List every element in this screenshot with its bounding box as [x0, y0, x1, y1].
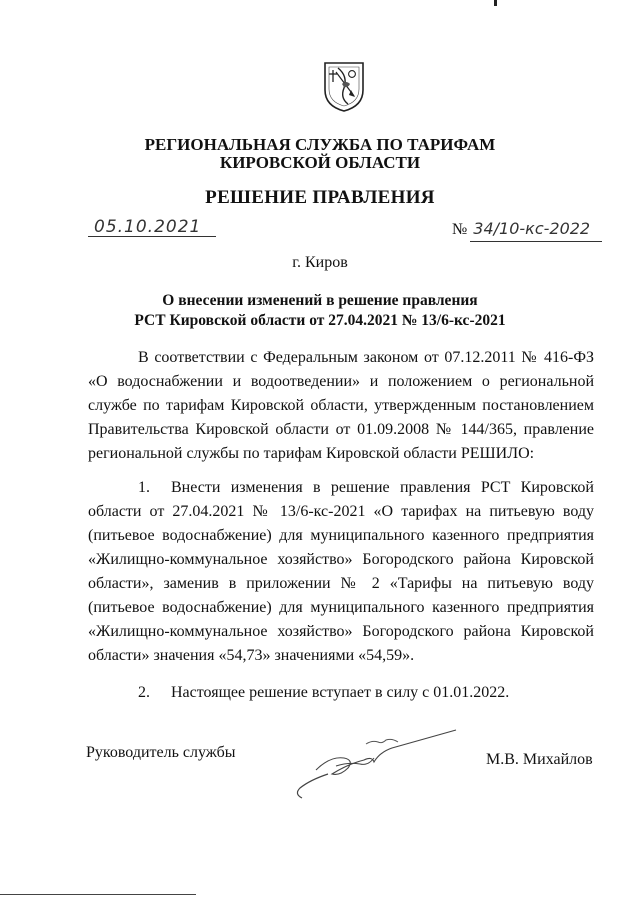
item-text: Внести изменения в решение правления РСТ Кировской области от 27.04.2021 № 13/6-кс-2021 «О тарифах на питьевую воду (питьевое водоснабжение) для муниципального казенного предприятия «Жилищно-коммунальное хозяйство» Богородского района Кировской области», заменив в приложении № 2 «Тарифы на питьевую воду (питьевое водоснабжение) для муниципального казенного предприятия «Жилищно-коммунальное хозяйство» Богородского района Кировской области» значения «54,73» значениями «54,59».	[88, 479, 594, 664]
decision-item	[88, 476, 594, 668]
organization-name-line2: КИРОВСКОЙ ОБЛАСТИ	[219, 153, 421, 172]
document-type-title: РЕШЕНИЕ ПРАВЛЕНИЯ	[205, 187, 435, 208]
decision-item	[88, 681, 594, 705]
number-underline	[470, 241, 602, 242]
organization-name-line1: РЕГИОНАЛЬНАЯ СЛУЖБА ПО ТАРИФАМ	[144, 135, 496, 154]
preamble-paragraph: В соответствии с Федеральным законом от 07.12.2011 № 416-ФЗ «О водоснабжении и водоотведении» и положением о региональной службе по тарифам Кировской области, утвержденным постановлением Правительства Кировской области от 01.09.2008 № 144/365, правление региональной службы по тарифам Кировской области РЕШИЛО:	[88, 349, 594, 462]
kirov-coat-of-arms-icon	[322, 60, 366, 114]
decision-number-field	[452, 219, 590, 239]
decision-number: 34/10-кс-2022	[473, 219, 591, 238]
signatory-name: М.В. Михайлов	[486, 751, 593, 768]
subject-line1: О внесении изменений в решение правления	[162, 292, 478, 309]
city-label: г. Киров	[292, 254, 348, 271]
decision-date: 05.10.2021	[94, 217, 202, 237]
item-number: 1.	[138, 479, 150, 496]
handwritten-signature	[288, 718, 458, 808]
number-sign: №	[452, 221, 468, 238]
signatory-position: Руководитель службы	[86, 744, 236, 761]
scan-mark	[494, 0, 497, 6]
footer-rule	[0, 894, 196, 895]
item-text: Настоящее решение вступает в силу с 01.01.2022.	[171, 684, 510, 701]
item-number: 2.	[138, 684, 150, 701]
subject-line2: РСТ Кировской области от 27.04.2021 № 13/6-кс-2021	[134, 312, 506, 329]
date-underline	[88, 236, 216, 237]
